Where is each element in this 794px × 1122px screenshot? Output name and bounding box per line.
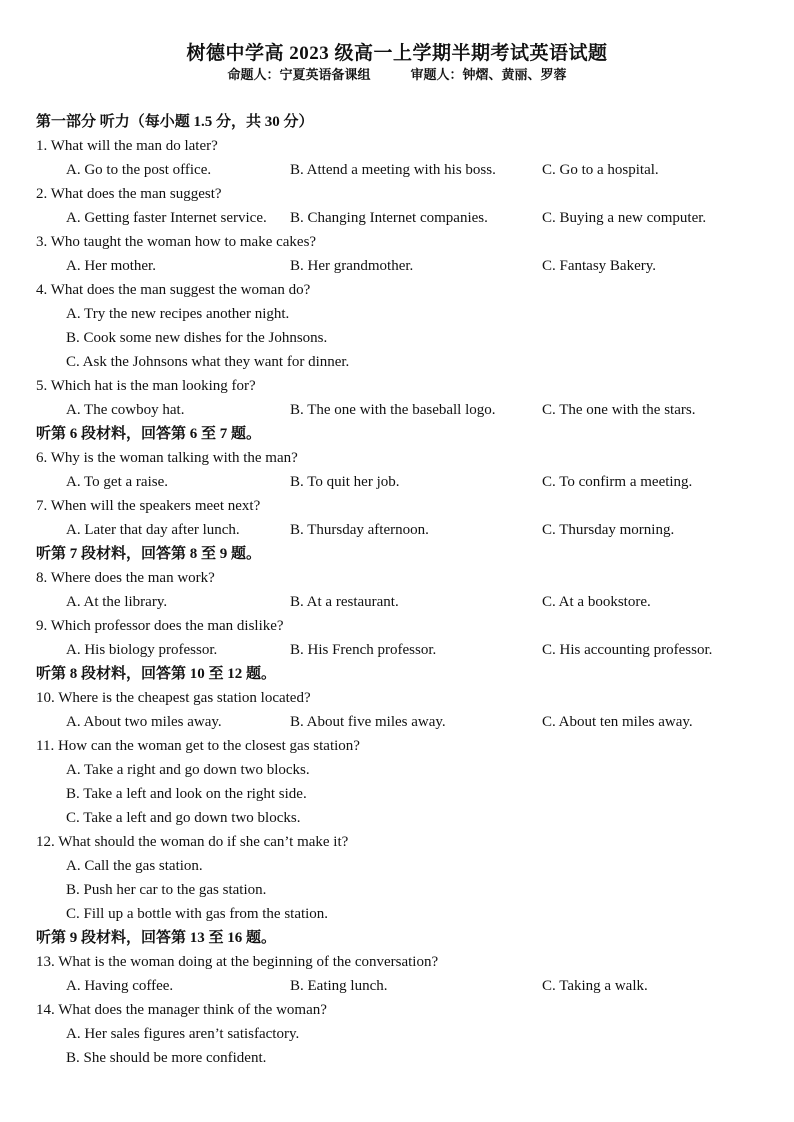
section-heading: 听第 9 段材料，回答第 13 至 16 题。 (36, 930, 277, 946)
answer-option: C. At a bookstore. (542, 594, 651, 610)
answer-option: C. Fill up a bottle with gas from the station. (66, 906, 329, 922)
answer-options-row (36, 710, 776, 734)
answer-option: B. Thursday afternoon. (290, 522, 429, 538)
answer-option: B. Attend a meeting with his boss. (290, 162, 496, 178)
answer-options-row (36, 206, 776, 230)
question-stem: 10. Where is the cheapest gas station located? (36, 690, 311, 706)
answer-option: A. Her sales figures aren’t satisfactory. (66, 1026, 300, 1042)
question-list (36, 110, 776, 1070)
answer-option: C. His accounting professor. (542, 642, 713, 658)
answer-option: B. Cook some new dishes for the Johnsons. (66, 330, 328, 346)
question-stem: 5. Which hat is the man looking for? (36, 378, 256, 394)
answer-options-row (36, 398, 776, 422)
answer-option: C. Take a left and go down two blocks. (66, 810, 301, 826)
answer-option: A. To get a raise. (66, 474, 168, 490)
answer-option: B. His French professor. (290, 642, 437, 658)
question-stem: 7. When will the speakers meet next? (36, 498, 261, 514)
answer-options-row (36, 518, 776, 542)
section-heading: 第一部分 听力（每小题 1.5 分，共 30 分） (36, 114, 314, 130)
answer-option: A. Her mother. (66, 258, 156, 274)
answer-option: C. The one with the stars. (542, 402, 696, 418)
answer-option: B. Her grandmother. (290, 258, 414, 274)
reviewer-label: 审题人：钟熠、黄丽、罗蓉 (410, 67, 567, 82)
answer-option: A. Call the gas station. (66, 858, 203, 874)
question-stem: 2. What does the man suggest? (36, 186, 222, 202)
answer-option: B. Eating lunch. (290, 978, 388, 994)
section-heading: 听第 6 段材料，回答第 6 至 7 题。 (36, 426, 262, 442)
answer-options-row (36, 638, 776, 662)
answer-option: A. Later that day after lunch. (66, 522, 240, 538)
answer-option: A. Take a right and go down two blocks. (66, 762, 310, 778)
setter-label: 命题人：宁夏英语备课组 (227, 67, 371, 82)
answer-option: A. His biology professor. (66, 642, 218, 658)
answer-option: C. Fantasy Bakery. (542, 258, 657, 274)
answer-option: B. Push her car to the gas station. (66, 882, 267, 898)
answer-options-row (36, 158, 776, 182)
answer-option: A. Having coffee. (66, 978, 174, 994)
question-stem: 6. Why is the woman talking with the man? (36, 450, 298, 466)
question-stem: 11. How can the woman get to the closest gas station? (36, 738, 360, 754)
question-stem: 4. What does the man suggest the woman do? (36, 282, 311, 298)
answer-option: C. Taking a walk. (542, 978, 648, 994)
exam-authors (0, 64, 794, 83)
answer-option: A. Go to the post office. (66, 162, 212, 178)
answer-option: A. Getting faster Internet service. (66, 210, 267, 226)
question-stem: 9. Which professor does the man dislike? (36, 618, 284, 634)
section-heading: 听第 8 段材料，回答第 10 至 12 题。 (36, 666, 277, 682)
question-stem: 3. Who taught the woman how to make cakes? (36, 234, 317, 250)
question-stem: 13. What is the woman doing at the beginning of the conversation? (36, 954, 439, 970)
answer-option: C. Ask the Johnsons what they want for dinner. (66, 354, 350, 370)
section-heading: 听第 7 段材料，回答第 8 至 9 题。 (36, 546, 262, 562)
answer-option: B. At a restaurant. (290, 594, 399, 610)
answer-option: B. Take a left and look on the right side. (66, 786, 307, 802)
question-stem: 1. What will the man do later? (36, 138, 218, 154)
answer-option: A. Try the new recipes another night. (66, 306, 290, 322)
answer-option: C. Go to a hospital. (542, 162, 659, 178)
answer-options-row (36, 974, 776, 998)
question-stem: 8. Where does the man work? (36, 570, 215, 586)
answer-option: C. Buying a new computer. (542, 210, 707, 226)
answer-options-row (36, 254, 776, 278)
answer-option: C. To confirm a meeting. (542, 474, 693, 490)
question-stem: 12. What should the woman do if she can’t make it? (36, 834, 349, 850)
answer-option: A. The cowboy hat. (66, 402, 185, 418)
question-stem: 14. What does the manager think of the woman? (36, 1002, 327, 1018)
exam-title: 树德中学高 2023 级高一上学期半期考试英语试题 (186, 43, 608, 64)
answer-option: B. About five miles away. (290, 714, 446, 730)
answer-option: C. Thursday morning. (542, 522, 675, 538)
answer-option: B. She should be more confident. (66, 1050, 267, 1066)
answer-options-row (36, 470, 776, 494)
answer-option: B. To quit her job. (290, 474, 400, 490)
answer-option: A. At the library. (66, 594, 168, 610)
answer-option: A. About two miles away. (66, 714, 222, 730)
answer-options-row (36, 590, 776, 614)
answer-option: C. About ten miles away. (542, 714, 693, 730)
answer-option: B. The one with the baseball logo. (290, 402, 496, 418)
answer-option: B. Changing Internet companies. (290, 210, 488, 226)
